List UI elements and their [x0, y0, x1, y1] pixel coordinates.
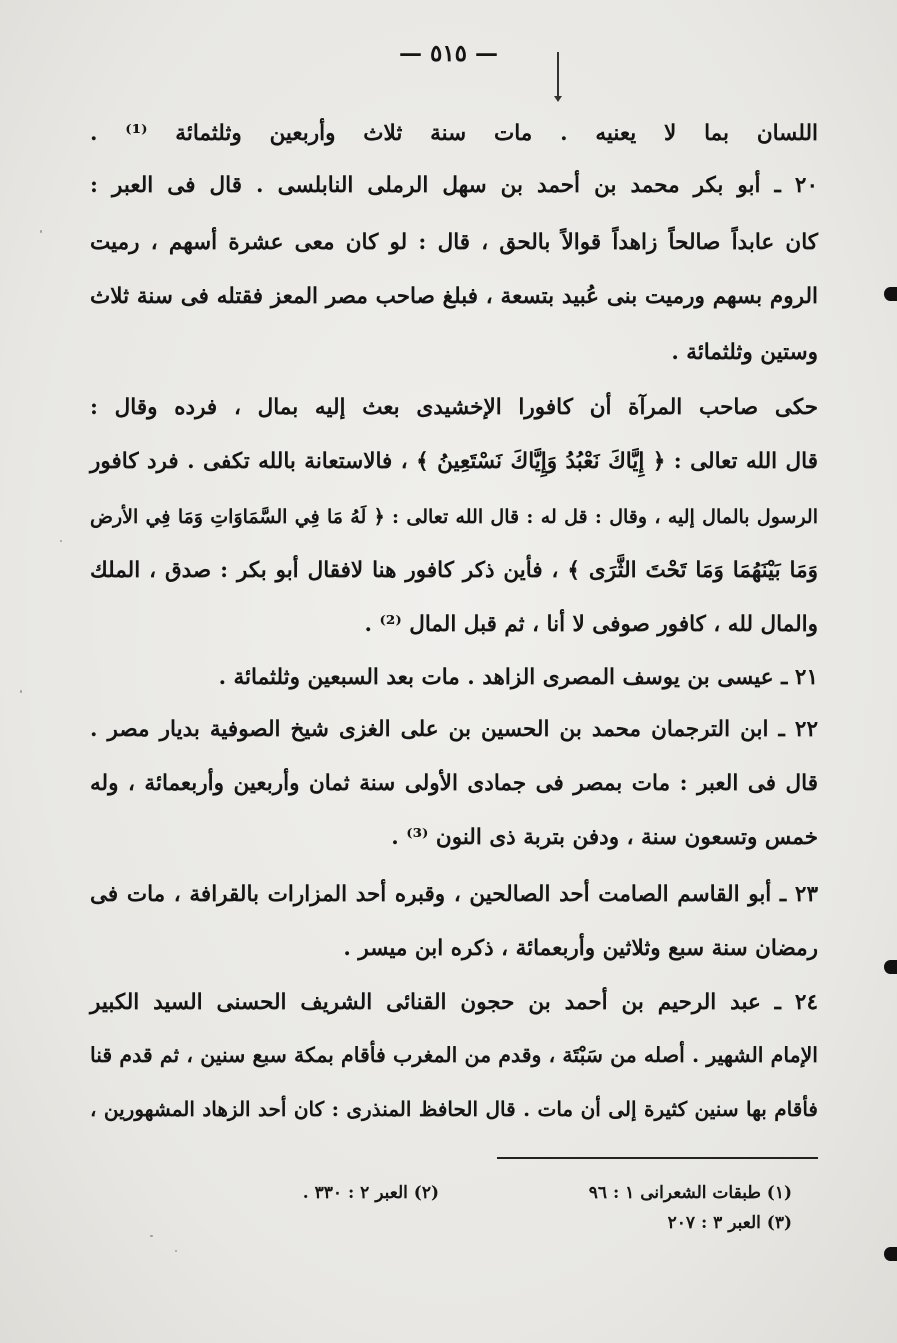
- entry-21: ٢١ ـ عيسى بن يوسف المصرى الزاهد . مات بعد السبعين وثلثمائة .: [218, 665, 818, 690]
- text-line: وَمَا بَيْنَهُمَا وَمَا تَحْتَ الثَّرَى ﴾ ، فأين ذكر كافور هنا لافقال أبو بكر : صدق ، الملك: [90, 558, 818, 583]
- text-line: حكى صاحب المرآة أن كافورا الإخشيدى بعث إليه بمال ، فرده وقال :: [90, 395, 818, 420]
- entry-22-heading: ٢٢ ـ ابن الترجمان محمد بن الحسين بن على الغزى شيخ الصوفية بديار مصر .: [90, 717, 818, 742]
- margin-mark: [884, 1247, 897, 1261]
- entry-24-heading: ٢٤ ـ عبد الرحيم بن أحمد بن حجون القنائى الشريف الحسنى السيد الكبير: [90, 990, 818, 1015]
- margin-mark: [884, 287, 897, 301]
- text-line: والمال لله ، كافور صوفى لا أنا ، ثم قبل المال ⁽²⁾ .: [364, 612, 818, 637]
- text-line: كان عابداً صالحاً زاهداً قوالاً بالحق ، قال : لو كان معى عشرة أسهم ، رميت: [90, 230, 818, 255]
- text-line: قال فى العبر : مات بمصر فى جمادى الأولى سنة ثمان وأربعين وأربعمائة ، وله: [90, 771, 818, 796]
- entry-23-heading: ٢٣ ـ أبو القاسم الصامت أحد الصالحين ، وقبره أحد المزارات بالقرافة ، مات فى: [90, 882, 818, 907]
- paper-speck: [175, 1250, 177, 1252]
- text-line: الروم بسهم ورميت بنى عُبيد بتسعة ، فبلغ صاحب مصر المعز فقتله فى سنة ثلاث: [90, 284, 818, 309]
- text-line: اللسان بما لا يعنيه . مات سنة ثلاث وأربعين وثلثمائة ⁽¹⁾ .: [90, 121, 818, 146]
- text-line: الإمام الشهير . أصله من سَبْتَة ، وقدم من المغرب فأقام بمكة سبع سنين ، ثم قدم قنا: [90, 1043, 818, 1067]
- text-line: وستين وثلثمائة .: [671, 340, 818, 365]
- footnote-3: (٣) العبر ٣ : ٢٠٧: [667, 1213, 792, 1233]
- entry-20-heading: ٢٠ ـ أبو بكر محمد بن أحمد بن سهل الرملى النابلسى . قال فى العبر :: [90, 173, 818, 198]
- footnote-2: (٢) العبر ٢ : ٣٣٠ .: [302, 1183, 439, 1203]
- margin-mark: [884, 960, 897, 974]
- paper-speck: [150, 1235, 153, 1237]
- page-number: — ٥١٥ —: [398, 40, 499, 67]
- text-line: رمضان سنة سبع وثلاثين وأربعمائة ، ذكره ابن ميسر .: [343, 936, 818, 961]
- footnote-rule: [497, 1157, 818, 1159]
- paper-speck: [20, 690, 22, 693]
- text-line: فأقام بها سنين كثيرة إلى أن مات . قال الحافظ المنذرى : كان أحد الزهاد المشهورين ،: [90, 1097, 818, 1121]
- text-line: الرسول بالمال إليه ، وقال : قل له : قال الله تعالى : ﴿ لَهُ مَا فِي السَّمَاوَاتِ وَمَا فِي الأرض: [90, 506, 818, 528]
- paper-speck: [40, 230, 42, 233]
- footnote-1: (١) طبقات الشعرانى ١ : ٩٦: [588, 1183, 792, 1203]
- text-line: قال الله تعالى : ﴿ إِيَّاكَ نَعْبُدُ وَإِيَّاكَ نَسْتَعِينُ ﴾ ، فالاستعانة بالله تكفى . فرد كافور: [90, 449, 818, 474]
- text-line: خمس وتسعون سنة ، ودفن بتربة ذى النون ⁽³⁾ .: [391, 825, 818, 850]
- paper-speck: [60, 540, 62, 542]
- main-text: [90, 0, 818, 1343]
